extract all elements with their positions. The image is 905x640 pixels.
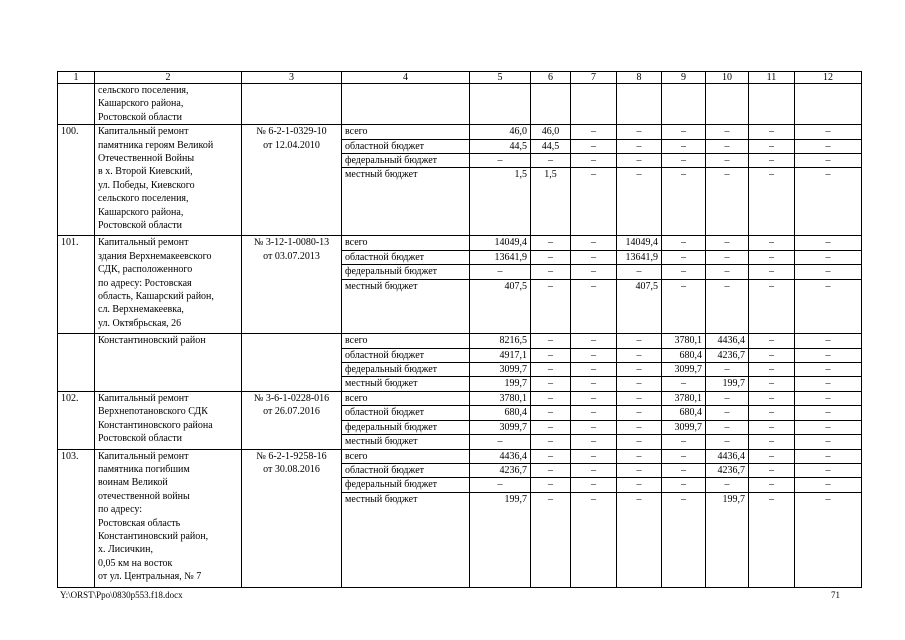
funding-source: местный бюджет <box>342 492 470 587</box>
table-row <box>58 125 862 139</box>
funding-source: областной бюджет <box>342 139 470 153</box>
value-cell: – <box>617 449 662 463</box>
name-line: по адресу: Ростовская <box>98 277 192 289</box>
funding-source: федеральный бюджет <box>342 265 470 279</box>
document-line: № 3-6-1-0228-016 <box>253 392 330 404</box>
column-number: 5 <box>470 72 531 84</box>
value-cell: – <box>470 154 531 168</box>
value-cell: – <box>571 420 617 434</box>
name-line: от ул. Центральная, № 7 <box>98 571 202 583</box>
value-cell: – <box>749 125 795 139</box>
value-cell: – <box>571 125 617 139</box>
column-number: 7 <box>571 72 617 84</box>
column-number: 8 <box>617 72 662 84</box>
value-cell: – <box>795 478 862 492</box>
value-cell: – <box>795 463 862 477</box>
value-cell: – <box>531 363 571 377</box>
value-cell: – <box>531 492 571 587</box>
funding-source: областной бюджет <box>342 348 470 362</box>
name-line: по адресу: <box>98 504 143 516</box>
value-cell: – <box>470 265 531 279</box>
name-line: х. Лисичкин, <box>98 544 154 556</box>
value-cell: 44,5 <box>470 139 531 153</box>
table-row <box>58 391 862 405</box>
value-cell: – <box>617 139 662 153</box>
column-number: 2 <box>95 72 242 84</box>
value-cell: – <box>571 478 617 492</box>
name-line: область, Кашарский район, <box>98 291 214 303</box>
value-cell: – <box>662 377 706 391</box>
value-cell: – <box>571 406 617 420</box>
value-cell: – <box>706 250 749 264</box>
object-name <box>95 334 242 392</box>
value-cell: 4236,7 <box>706 463 749 477</box>
value-cell: 3780,1 <box>662 334 706 348</box>
name-line: памятника погибшим <box>98 463 190 475</box>
name-line: Кашарского района, <box>98 206 184 218</box>
value-cell: – <box>531 449 571 463</box>
funding-source: федеральный бюджет <box>342 420 470 434</box>
value-cell: – <box>749 463 795 477</box>
value-cell: – <box>662 265 706 279</box>
value-cell: 8216,5 <box>470 334 531 348</box>
object-name <box>95 84 242 125</box>
funding-source: всего <box>342 334 470 348</box>
funding-source: федеральный бюджет <box>342 154 470 168</box>
value-cell: – <box>706 139 749 153</box>
value-cell: – <box>795 236 862 250</box>
column-number: 4 <box>342 72 470 84</box>
value-cell: 3099,7 <box>662 363 706 377</box>
item-number: 100. <box>58 125 95 236</box>
funding-source: всего <box>342 449 470 463</box>
value-cell: – <box>662 154 706 168</box>
value-cell: – <box>571 463 617 477</box>
document-number <box>242 334 342 392</box>
value-cell: – <box>795 377 862 391</box>
value-cell: 680,4 <box>662 348 706 362</box>
value-cell: – <box>706 363 749 377</box>
name-line: сельского поселения, <box>98 193 189 205</box>
value-cell: – <box>706 154 749 168</box>
value-cell: – <box>531 236 571 250</box>
value-cell: – <box>617 363 662 377</box>
value-cell: – <box>749 420 795 434</box>
value-cell: – <box>571 391 617 405</box>
value-cell: 1,5 <box>470 168 531 236</box>
value-cell: – <box>795 265 862 279</box>
value-cell: – <box>706 279 749 334</box>
document-line: № 3-12-1-0080-13 <box>253 237 330 249</box>
value-cell: 13641,9 <box>470 250 531 264</box>
name-line: Ростовской области <box>98 111 182 123</box>
funding-source: всего <box>342 125 470 139</box>
value-cell: – <box>617 478 662 492</box>
value-cell: 199,7 <box>706 377 749 391</box>
name-line: Капитальный ремонт <box>98 450 189 462</box>
value-cell: – <box>531 250 571 264</box>
value-cell: – <box>706 478 749 492</box>
document-line: от 03.07.2013 <box>263 250 320 262</box>
value-cell: – <box>662 279 706 334</box>
value-cell: – <box>531 154 571 168</box>
value-cell: – <box>749 449 795 463</box>
funding-source: всего <box>342 391 470 405</box>
value-cell: – <box>531 478 571 492</box>
value-cell: 199,7 <box>706 492 749 587</box>
value-cell: – <box>662 435 706 449</box>
name-line: воинам Великой <box>98 477 168 489</box>
table-row <box>58 449 862 463</box>
value-cell: – <box>531 377 571 391</box>
value-cell: – <box>571 279 617 334</box>
value-cell: – <box>571 435 617 449</box>
value-cell: – <box>571 139 617 153</box>
value-cell: – <box>662 250 706 264</box>
value-cell: 680,4 <box>470 406 531 420</box>
value-cell: – <box>531 334 571 348</box>
value-cell: – <box>662 492 706 587</box>
value-cell: – <box>749 279 795 334</box>
name-line: сл. Верхнемакеевка, <box>98 304 184 316</box>
value-cell: 13641,9 <box>617 250 662 264</box>
column-number: 1 <box>58 72 95 84</box>
document-line: от 26.07.2016 <box>263 406 320 418</box>
value-cell: – <box>749 435 795 449</box>
column-number-row <box>58 72 862 84</box>
value-cell: – <box>795 168 862 236</box>
value-cell: – <box>706 265 749 279</box>
value-cell: – <box>749 406 795 420</box>
funding-source: областной бюджет <box>342 463 470 477</box>
name-line: Отечественной Войны <box>98 153 195 165</box>
value-cell: – <box>662 168 706 236</box>
value-cell: 3099,7 <box>470 363 531 377</box>
value-cell: 46,0 <box>531 125 571 139</box>
value-cell: – <box>795 348 862 362</box>
document-line: от 30.08.2016 <box>263 463 320 475</box>
name-line: Ростовской области <box>98 220 182 232</box>
name-line: сельского поселения, <box>98 85 189 96</box>
value-cell: – <box>617 391 662 405</box>
value-cell: – <box>617 420 662 434</box>
name-line: Ростовской области <box>98 433 182 445</box>
name-line: Ростовская область <box>98 517 181 529</box>
value-cell: 3099,7 <box>662 420 706 434</box>
value-cell: – <box>571 348 617 362</box>
value-cell: 4917,1 <box>470 348 531 362</box>
value-cell: 3780,1 <box>662 391 706 405</box>
value-cell: – <box>662 125 706 139</box>
object-name <box>95 125 242 236</box>
value-cell: – <box>470 435 531 449</box>
column-number: 6 <box>531 72 571 84</box>
name-line: в х. Второй Киевский, <box>98 166 193 178</box>
value-cell: – <box>749 391 795 405</box>
table-row <box>58 334 862 348</box>
name-line: Капитальный ремонт <box>98 237 189 249</box>
value-cell: – <box>617 463 662 477</box>
value-cell: 44,5 <box>531 139 571 153</box>
item-number: 101. <box>58 236 95 334</box>
value-cell: – <box>571 168 617 236</box>
value-cell: – <box>795 435 862 449</box>
funding-source: местный бюджет <box>342 168 470 236</box>
value-cell: – <box>571 377 617 391</box>
table-row <box>58 236 862 250</box>
value-cell: – <box>795 154 862 168</box>
value-cell: – <box>531 348 571 362</box>
value-cell: – <box>795 363 862 377</box>
name-line: здания Верхнемакеевского <box>98 250 212 262</box>
value-cell: – <box>795 250 862 264</box>
value-cell: – <box>662 478 706 492</box>
value-cell: – <box>617 334 662 348</box>
item-number <box>58 84 95 125</box>
value-cell: – <box>617 168 662 236</box>
funding-source: местный бюджет <box>342 279 470 334</box>
document-number <box>242 449 342 587</box>
page-number: 71 <box>831 590 840 600</box>
value-cell: – <box>617 348 662 362</box>
value-cell: – <box>531 391 571 405</box>
value-cell: 4436,4 <box>706 334 749 348</box>
funding-source: областной бюджет <box>342 406 470 420</box>
name-line: отечественной войны <box>98 490 190 502</box>
value-cell: – <box>795 492 862 587</box>
value-cell: 1,5 <box>531 168 571 236</box>
value-cell: – <box>617 406 662 420</box>
value-cell: 199,7 <box>470 492 531 587</box>
value-cell: 3780,1 <box>470 391 531 405</box>
value-cell: – <box>795 420 862 434</box>
name-line: Константиновский район, <box>98 530 209 542</box>
value-cell: – <box>749 348 795 362</box>
document-line: от 12.04.2010 <box>263 139 320 151</box>
funding-source: всего <box>342 236 470 250</box>
value-cell: – <box>706 420 749 434</box>
name-line: Капитальный ремонт <box>98 392 189 404</box>
value-cell: 4236,7 <box>470 463 531 477</box>
value-cell: – <box>749 334 795 348</box>
value-cell: – <box>749 377 795 391</box>
name-line: ул. Победы, Киевского <box>98 179 195 191</box>
value-cell: – <box>795 125 862 139</box>
name-line: памятника героям Великой <box>98 139 214 151</box>
value-cell: – <box>706 236 749 250</box>
value-cell: – <box>749 236 795 250</box>
column-number: 10 <box>706 72 749 84</box>
value-cell: – <box>617 265 662 279</box>
value-cell: – <box>617 154 662 168</box>
value-cell: – <box>571 250 617 264</box>
item-number: 102. <box>58 391 95 449</box>
value-cell: – <box>706 168 749 236</box>
value-cell: – <box>617 492 662 587</box>
value-cell: 46,0 <box>470 125 531 139</box>
column-number: 11 <box>749 72 795 84</box>
document-line: № 6-2-1-9258-16 <box>256 450 327 462</box>
item-number <box>58 334 95 392</box>
value-cell: – <box>571 449 617 463</box>
value-cell: – <box>571 492 617 587</box>
column-number: 12 <box>795 72 862 84</box>
value-cell: 4436,4 <box>706 449 749 463</box>
value-cell: 199,7 <box>470 377 531 391</box>
item-number: 103. <box>58 449 95 587</box>
value-cell: – <box>662 236 706 250</box>
value-cell: – <box>617 377 662 391</box>
value-cell: – <box>795 139 862 153</box>
object-name <box>95 236 242 334</box>
name-line: СДК, расположенного <box>98 264 193 276</box>
value-cell: – <box>571 154 617 168</box>
value-cell: – <box>531 406 571 420</box>
value-cell: – <box>531 265 571 279</box>
value-cell: 4436,4 <box>470 449 531 463</box>
document-line: № 6-2-1-0329-10 <box>256 126 327 138</box>
value-cell: – <box>531 463 571 477</box>
value-cell: – <box>571 363 617 377</box>
name-line: Верхнепотановского СДК <box>98 406 208 418</box>
name-line: Капитальный ремонт <box>98 126 189 138</box>
value-cell: – <box>795 279 862 334</box>
value-cell: – <box>749 139 795 153</box>
value-cell: 680,4 <box>662 406 706 420</box>
value-cell: – <box>571 265 617 279</box>
value-cell: – <box>706 435 749 449</box>
value-cell: 407,5 <box>470 279 531 334</box>
column-number: 9 <box>662 72 706 84</box>
value-cell: – <box>531 279 571 334</box>
funding-source: федеральный бюджет <box>342 363 470 377</box>
value-cell: – <box>617 435 662 449</box>
name-line: Константиновского района <box>98 419 213 431</box>
name-line: 0,05 км на восток <box>98 557 173 569</box>
value-cell: – <box>795 406 862 420</box>
document-number <box>242 391 342 449</box>
value-cell: – <box>662 449 706 463</box>
value-cell: – <box>749 492 795 587</box>
funding-source: федеральный бюджет <box>342 478 470 492</box>
value-cell: 4236,7 <box>706 348 749 362</box>
funding-source: местный бюджет <box>342 435 470 449</box>
value-cell: – <box>617 125 662 139</box>
name-line: ул. Октябрьская, 26 <box>98 317 182 329</box>
value-cell: – <box>470 478 531 492</box>
name-line: Кашарского района, <box>98 98 184 110</box>
value-cell: – <box>749 363 795 377</box>
value-cell: – <box>795 449 862 463</box>
value-cell: – <box>749 478 795 492</box>
value-cell: – <box>531 435 571 449</box>
value-cell: – <box>749 168 795 236</box>
name-line: Константиновский район <box>98 335 206 347</box>
file-path: Y:\ORST\Ppo\0830p553.f18.docx <box>60 590 183 600</box>
continuation-row <box>58 84 862 125</box>
budget-table <box>57 71 862 588</box>
value-cell: – <box>662 139 706 153</box>
funding-source: местный бюджет <box>342 377 470 391</box>
value-cell: – <box>795 391 862 405</box>
value-cell: – <box>749 154 795 168</box>
funding-source: областной бюджет <box>342 250 470 264</box>
column-number: 3 <box>242 72 342 84</box>
object-name <box>95 391 242 449</box>
value-cell: – <box>706 391 749 405</box>
value-cell: – <box>531 420 571 434</box>
document-number <box>242 125 342 236</box>
value-cell: – <box>571 236 617 250</box>
value-cell: 3099,7 <box>470 420 531 434</box>
value-cell: – <box>706 125 749 139</box>
value-cell: 14049,4 <box>617 236 662 250</box>
value-cell: – <box>571 334 617 348</box>
value-cell: – <box>706 406 749 420</box>
value-cell: – <box>749 250 795 264</box>
value-cell: 407,5 <box>617 279 662 334</box>
value-cell: – <box>662 463 706 477</box>
document-number <box>242 236 342 334</box>
value-cell: – <box>795 334 862 348</box>
value-cell: – <box>749 265 795 279</box>
object-name <box>95 449 242 587</box>
value-cell: 14049,4 <box>470 236 531 250</box>
